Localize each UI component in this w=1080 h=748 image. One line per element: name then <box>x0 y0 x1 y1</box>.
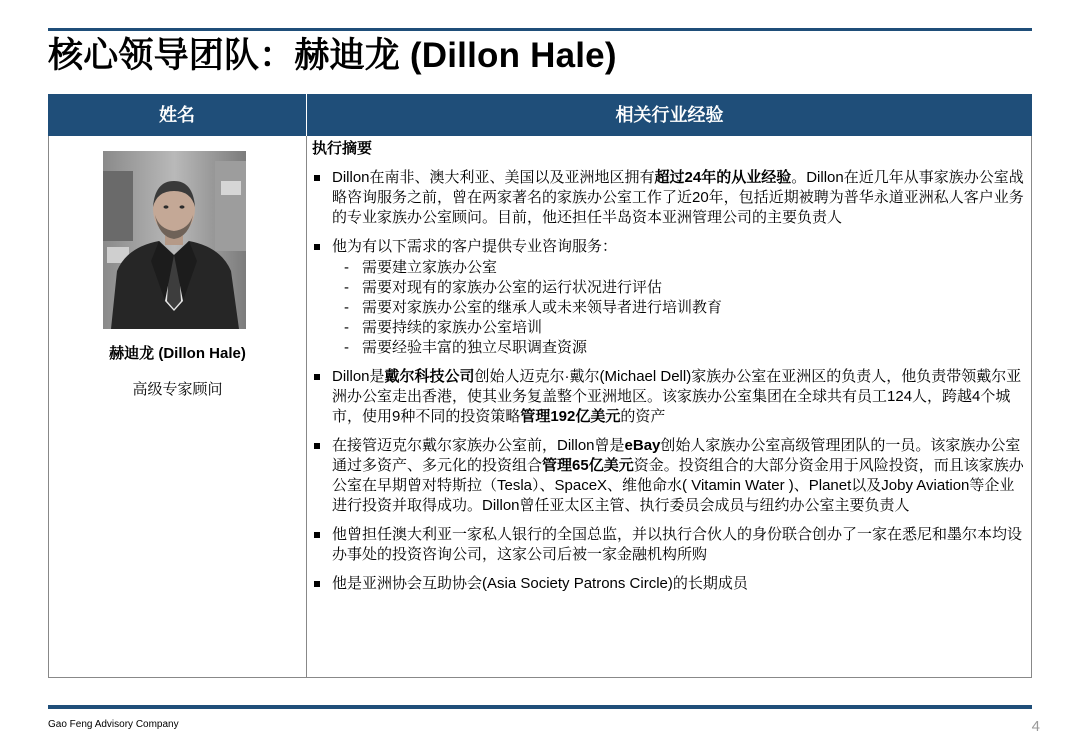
summary-title: 执行摘要 <box>312 140 373 157</box>
highlight-text: 管理65亿美元 <box>542 457 634 474</box>
text-segment: Dillon在南非、澳大利亚、美国以及亚洲地区拥有 <box>332 169 655 186</box>
text-segment: 创始人迈克尔·戴尔(Michael Dell)家族办公室在亚洲区的负责人，他负责带领戴尔亚洲办公室走出香港，使其业务复盖整个亚洲地区。该家族办公室集团在全球共有员工124人，跨越4个城市，使用9种不同的投资策略 <box>332 368 1022 425</box>
service-list <box>332 258 1028 358</box>
experience-item <box>312 168 1028 228</box>
experience-item <box>312 367 1028 427</box>
service-item: - 需要持续的家族办公室培训 <box>332 318 1028 338</box>
experience-item: 他是亚洲协会互助协会(Asia Society Patrons Circle)的长期成员 <box>312 574 1028 594</box>
portrait-image <box>103 151 246 329</box>
footer-company: Gao Feng Advisory Company <box>48 719 179 730</box>
service-item: - 需要对现有的家族办公室的运行状况进行评估 <box>332 278 1028 298</box>
text-segment: 创始人家族办公室高级管理团队的一员。该家族办公室通过多资产、多元化的投资组合 <box>332 437 1021 474</box>
highlight-text: eBay <box>624 437 661 454</box>
experience-item <box>312 436 1028 516</box>
top-rule <box>48 28 1032 31</box>
person-name: 赫迪龙 (Dillon Hale) <box>109 345 246 362</box>
text-segment: 的资产 <box>620 408 666 425</box>
experience-item: 他曾担任澳大利亚一家私人银行的全国总监，并以执行合伙人的身份联合创办了一家在悉尼和墨尔本均设办事处的投资咨询公司，这家公司后被一家金融机构所购 <box>312 525 1028 565</box>
profile-table <box>48 94 1032 678</box>
text-segment: 在接管迈克尔戴尔家族办公室前，Dillon曾是 <box>332 437 625 454</box>
highlight-text: 超过24年的从业经验 <box>654 169 792 186</box>
text-segment: 。Dillon在近几年从事家族办公室战略咨询服务之前，曾在两家著名的家族办公室工作了近20年，包括近期被聘为普华永道亚洲私人客户业务的专业家族办公室顾问。目前，他还担任半岛资本亚洲管理公司的主要负责人 <box>332 169 1024 226</box>
experience-list <box>312 168 1028 594</box>
service-item: - 需要对家族办公室的继承人或未来领导者进行培训教育 <box>332 298 1028 318</box>
service-item: - 需要经验丰富的独立尽职调查资源 <box>332 338 1028 358</box>
text-segment: 资金。投资组合的大部分资金用于风险投资，而且该家族办公室在早期曾对特斯拉（Tesla）、SpaceX、维他命水( Vitamin Water )、Planet以及Joby Aviation等企业进行投资并取得成功。Dillon曾任亚太区主管、执行委员会成员与纽约办公室主要负责人 <box>332 457 1024 514</box>
person-role: 高级专家顾问 <box>132 381 223 398</box>
column-divider <box>306 136 307 677</box>
profile-photo <box>103 151 246 329</box>
experience-item <box>312 237 1028 358</box>
header-experience: 相关行业经验 <box>615 105 724 125</box>
page-number: 4 <box>1031 718 1040 735</box>
highlight-text: 管理192亿美元 <box>520 408 621 425</box>
experience-content <box>312 139 1028 603</box>
table-header <box>48 94 1032 136</box>
header-name: 姓名 <box>159 105 195 125</box>
bottom-rule <box>48 705 1032 709</box>
table-body <box>48 136 1032 678</box>
text-segment: Dillon是 <box>332 368 385 385</box>
service-item: - 需要建立家族办公室 <box>332 258 1028 278</box>
page-title: 核心领导团队：赫迪龙 (Dillon Hale) <box>48 36 617 75</box>
text-segment: 他为有以下需求的客户提供专业咨询服务： <box>332 238 618 255</box>
highlight-text: 戴尔科技公司 <box>384 368 475 385</box>
